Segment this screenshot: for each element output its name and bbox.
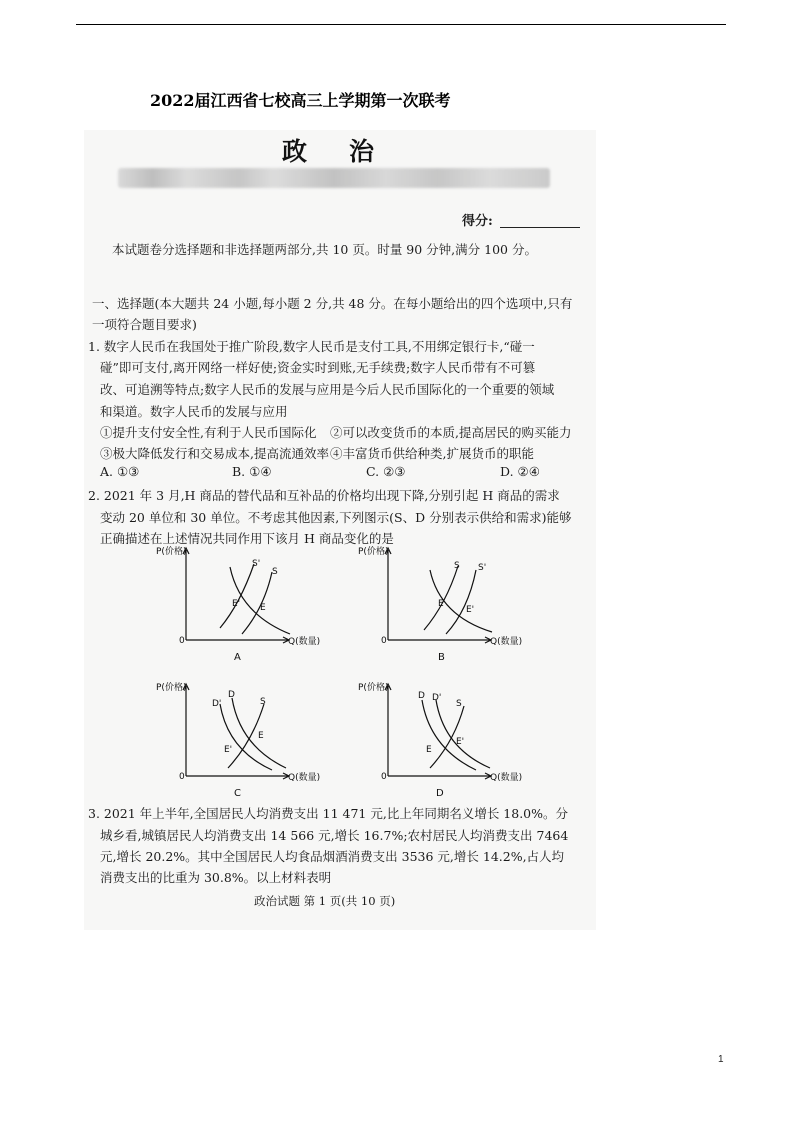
section-1-heading-cont: 一项符合题目要求): [92, 317, 197, 332]
supply-curve-s-prime: [220, 564, 254, 628]
question-text-line: 消费支出的比重为 30.8%。以上材料表明: [100, 870, 332, 885]
curve-label-d-prime: D': [432, 693, 442, 703]
option-c: C. ②③: [366, 464, 406, 479]
point-label-e-prime: E': [224, 745, 233, 755]
origin-label: 0: [381, 636, 387, 646]
supply-curve-s: [424, 566, 458, 630]
x-axis-label: Q(数量): [490, 773, 523, 783]
y-axis-label: P(价格): [156, 547, 187, 557]
question-text-line: 元,增长 20.2%。其中全国居民人均食品烟酒消费支出 3536 元,增长 14.2%,占人均: [100, 849, 565, 864]
curve-label-d: D: [228, 690, 235, 700]
y-axis-label: P(价格): [156, 683, 187, 693]
origin-label: 0: [179, 772, 185, 782]
question-text-line: 2. 2021 年 3 月,H 商品的替代品和互补品的价格均出现下降,分别引起 H 商品的需求: [88, 488, 560, 503]
section-1-heading: 一、选择题(本大题共 24 小题,每小题 2 分,共 48 分。在每小题给出的四个选项中,只有: [92, 296, 573, 311]
option-b: B. ①④: [232, 464, 272, 479]
statement-2: ②可以改变货币的本质,提高居民的购买能力: [330, 425, 572, 440]
question-text-line: 城乡看,城镇居民人均消费支出 14 566 元,增长 16.7%;农村居民人均消费支出 7464: [100, 828, 569, 843]
point-label-e: E: [438, 599, 444, 609]
point-label-e: E: [260, 603, 266, 613]
point-label-e-prime: E': [466, 605, 475, 615]
x-axis-label: Q(数量): [288, 637, 321, 647]
y-axis-label: P(价格): [358, 683, 389, 693]
supply-curve-s-prime: [446, 570, 476, 634]
y-axis-label: P(价格): [358, 547, 389, 557]
curve-label-s-prime: S': [478, 563, 487, 573]
curve-label-s-prime: S': [252, 559, 261, 569]
question-text-line: 正确描述在上述情况共同作用下该月 H 商品变化的是: [100, 531, 394, 546]
curve-label-s: S: [272, 567, 278, 577]
score-label: 得分:: [462, 214, 493, 229]
page-number: 1: [718, 1054, 724, 1065]
question-text-line: 和渠道。数字人民币的发展与应用: [100, 404, 288, 419]
statement-3: ③极大降低发行和交易成本,提高流通效率: [100, 446, 329, 461]
graph-letter: A: [234, 652, 241, 663]
exam-instructions: 本试题卷分选择题和非选择题两部分,共 10 页。时量 90 分钟,满分 100 分。: [112, 242, 537, 257]
point-label-e: E: [258, 731, 264, 741]
x-axis-label: Q(数量): [288, 773, 321, 783]
score-blank-line: [500, 227, 580, 228]
graph-a: [148, 542, 338, 664]
statement-4: ④丰富货币供给种类,扩展货币的职能: [330, 446, 534, 461]
subject-title: 政治: [282, 137, 417, 166]
graph-c: [148, 678, 338, 800]
question-text-line: 改、可追溯等特点;数字人民币的发展与应用是今后人民币国际化的一个重要的领域: [100, 382, 555, 397]
question-text-line: 3. 2021 年上半年,全国居民人均消费支出 11 471 元,比上年同期名义增长 18.0%。分: [88, 806, 568, 821]
point-label-e: E: [426, 745, 432, 755]
top-rule: [76, 24, 726, 25]
demand-curve-d-prime: [220, 704, 272, 770]
point-label-e-prime: E': [232, 599, 241, 609]
question-text-line: 碰”即可支付,离开网络一样好使;资金实时到账,无手续费;数字人民币带有不可篡: [100, 360, 536, 375]
curve-label-d-prime: D': [212, 699, 222, 709]
question-text-line: 1. 数字人民币在我国处于推广阶段,数字人民币是支付工具,不用绑定银行卡,“碰一: [88, 339, 535, 354]
option-d: D. ②④: [500, 464, 540, 479]
page-footer-label: 政治试题 第 1 页(共 10 页): [254, 894, 396, 908]
origin-label: 0: [381, 772, 387, 782]
graph-letter: D: [436, 788, 444, 799]
x-axis-label: Q(数量): [490, 637, 523, 647]
statement-1: ①提升支付安全性,有利于人民币国际化: [100, 425, 317, 440]
curve-label-d: D: [418, 691, 425, 701]
curve-label-s: S: [454, 561, 460, 571]
option-a: A. ①③: [100, 464, 140, 479]
curve-label-s: S: [260, 697, 266, 707]
question-text-line: 变动 20 单位和 30 单位。不考虑其他因素,下列图示(S、D 分别表示供给和需求)能够: [100, 510, 572, 525]
curve-label-s: S: [456, 699, 462, 709]
exam-title: 2022届江西省七校高三上学期第一次联考: [150, 91, 451, 110]
graph-letter: B: [438, 652, 445, 663]
graph-d: [350, 678, 540, 800]
origin-label: 0: [179, 636, 185, 646]
graph-letter: C: [234, 788, 241, 799]
redacted-blurred-line: [118, 168, 550, 188]
point-label-e-prime: E': [456, 737, 465, 747]
graph-b: [350, 542, 540, 664]
